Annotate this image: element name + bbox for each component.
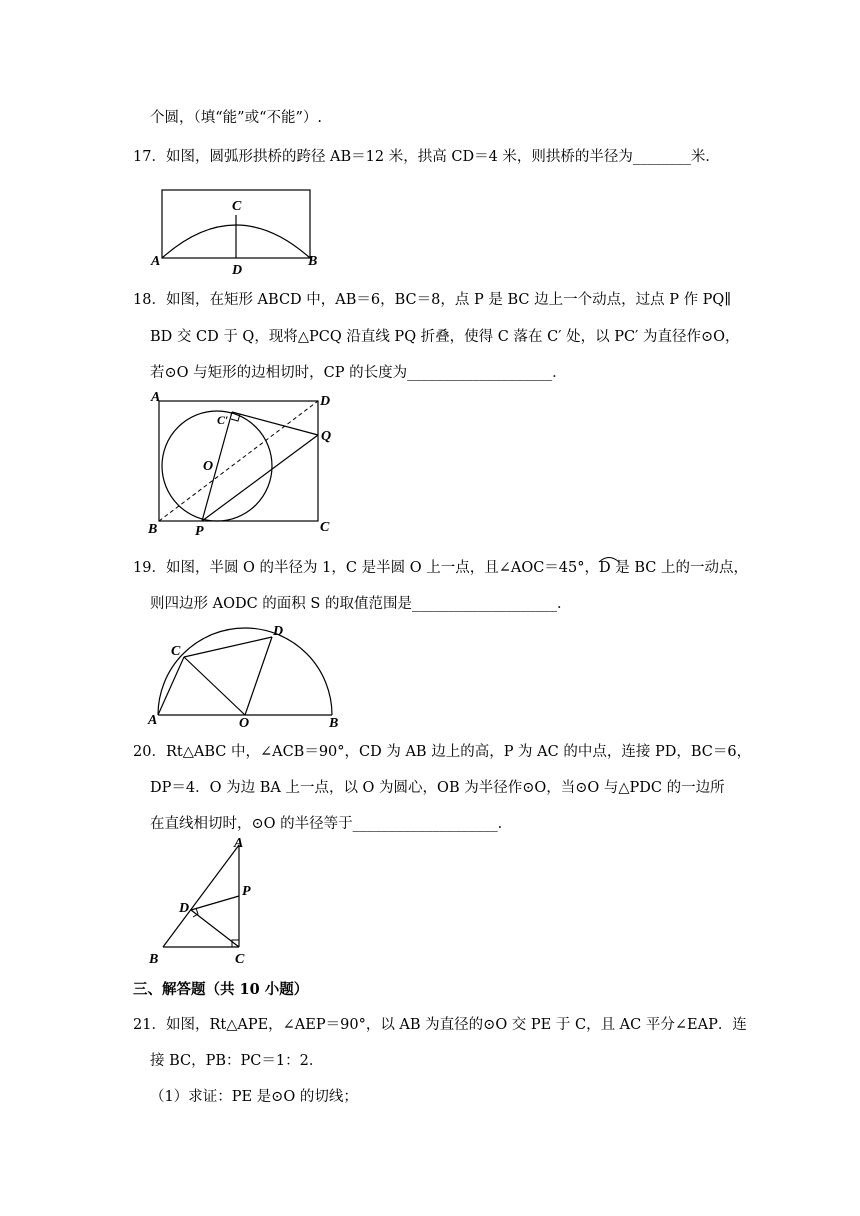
fig18-label-o: O [203, 459, 214, 474]
fig18-label-cprime: C′ [217, 413, 229, 427]
fig19-label-d: D [273, 624, 284, 639]
fig19-label-c: C [171, 644, 181, 659]
question-18-line2: BD 交 CD 于 Q，现将△PCQ 沿直线 PQ 折叠，使得 C 落在 C′ 处，以 PC′ 为直径作⊙O， [150, 329, 740, 345]
fig19-label-b: B [329, 716, 339, 730]
fig17-label-c: C [232, 199, 242, 214]
fig18-label-c: C [320, 520, 330, 535]
fig17-label-b: B [308, 254, 318, 269]
fig18-label-q: Q [321, 429, 332, 444]
fig19-label-o: O [239, 716, 250, 730]
figure-17-arch-bridge [148, 188, 328, 278]
text-line-intro: 个圆，（填“能”或“不能”）. [150, 110, 323, 126]
question-19-line2: 则四边形 AODC 的面积 S 的取值范围是____________________． [150, 596, 572, 612]
question-21-line2: 接 BC，PB：PC＝1：2． [150, 1053, 324, 1069]
fig20-label-p: P [242, 884, 251, 899]
figure-20-right-triangle [143, 835, 273, 970]
section-3-heading: 三、解答题（共 10 小题） [133, 981, 309, 998]
question-20-line1: 20．Rt△ABC 中，∠ACB＝90°，CD 为 AB 边上的高，P 为 AC 的中点，连接 PD，BC＝6， [133, 744, 752, 760]
fig20-label-c: C [235, 952, 245, 967]
fig18-label-d: D [320, 394, 331, 409]
fig20-label-d: D [179, 901, 190, 916]
question-19-line1: 19．如图，半圆 O 的半径为 1，C 是半圆 O 上一点，且∠AOC＝45°，D 是 BC 上的一动点， [133, 560, 748, 576]
question-20-line3: 在直线相切时，⊙O 的半径等于____________________． [150, 816, 513, 832]
fig19-label-a: A [148, 713, 158, 728]
fig20-label-a: A [234, 836, 244, 851]
fig18-label-p: P [195, 524, 204, 535]
arc-mark-icon [597, 553, 621, 563]
question-21-part1: （1）求证：PE 是⊙O 的切线； [150, 1089, 358, 1105]
question-20-line2: DP＝4．O 为边 BA 上一点，以 O 为圆心，OB 为半径作⊙O，当⊙O 与△PDC 的一边所 [150, 780, 725, 796]
question-21-line1: 21．如图，Rt△APE，∠AEP＝90°，以 AB 为直径的⊙O 交 PE 于 C，且 AC 平分∠EAP．连 [133, 1017, 747, 1033]
question-18-line3: 若⊙O 与矩形的边相切时，CP 的长度为____________________． [150, 365, 567, 381]
figure-18-rectangle-fold [145, 390, 345, 535]
fig17-label-d: D [232, 263, 243, 278]
fig20-label-b: B [149, 952, 159, 967]
fig18-label-b: B [148, 522, 158, 535]
figure-19-semicircle [145, 620, 345, 730]
fig18-label-a: A [151, 390, 161, 405]
question-18-line1: 18．如图，在矩形 ABCD 中，AB＝6，BC＝8，点 P 是 BC 边上一个动点，过点 P 作 PQ∥ [133, 292, 732, 308]
fig17-label-a: A [151, 254, 161, 269]
question-17: 17．如图，圆弧形拱桥的跨径 AB＝12 米，拱高 CD＝4 米，则拱桥的半径为________米． [133, 149, 720, 165]
